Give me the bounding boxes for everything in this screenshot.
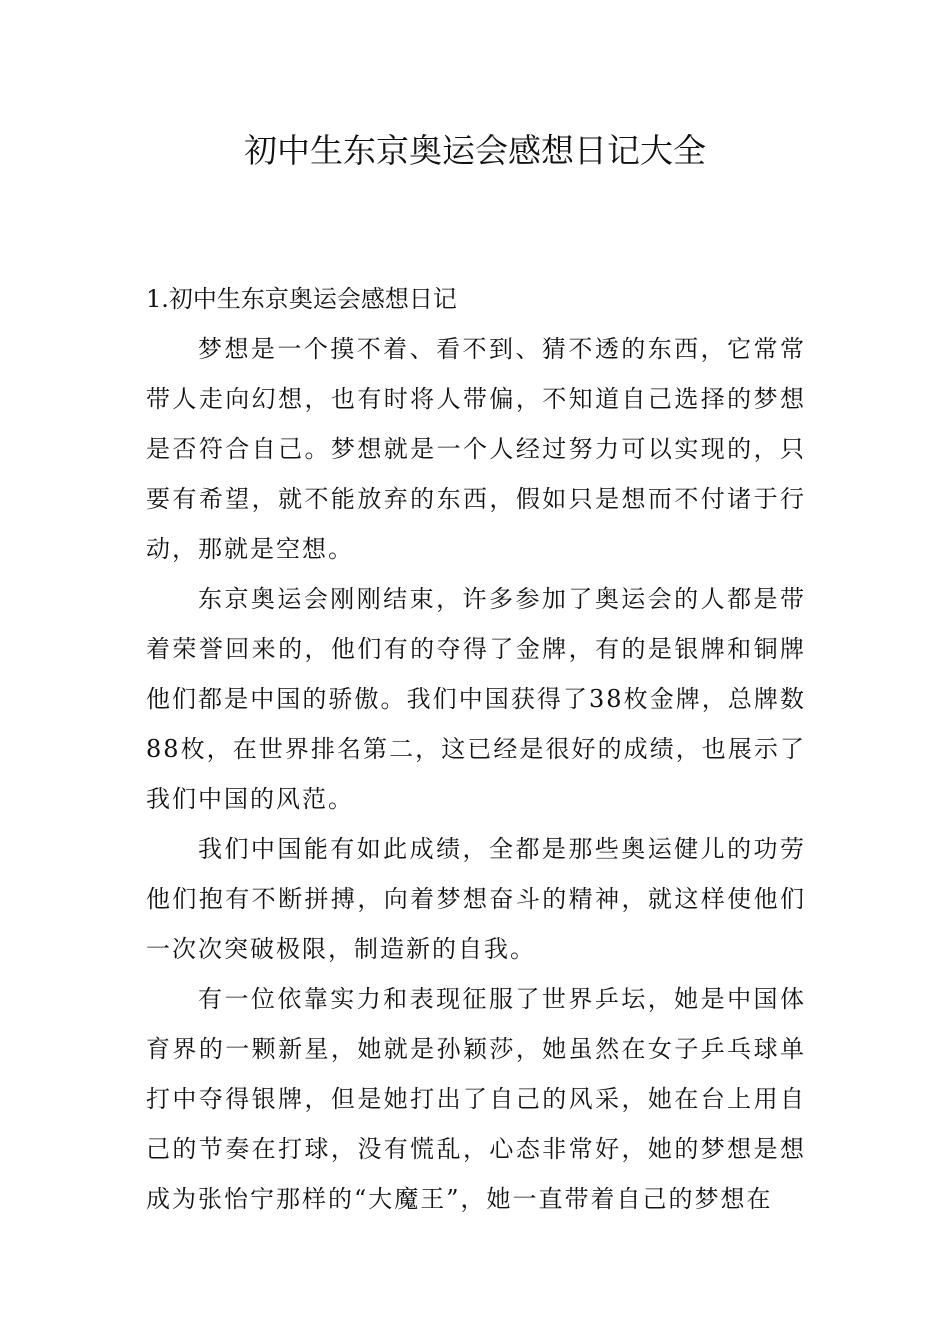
paragraph: 东京奥运会刚刚结束，许多参加了奥运会的人都是带着荣誉回来的，他们有的夺得了金牌，有的是银牌和铜牌他们都是中国的骄傲。我们中国获得了38枚金牌，总牌数88枚，在世界排名第二，这已经是很好的成绩，也展示了我们中国的风范。 — [146, 585, 806, 813]
paragraph: 我们中国能有如此成绩，全都是那些奥运健儿的功劳他们抱有不断拼搏，向着梦想奋斗的精神，就这样使他们一次次突破极限，制造新的自我。 — [146, 835, 806, 963]
document-body — [146, 274, 806, 1224]
paragraph: 梦想是一个摸不着、看不到、猜不透的东西，它常常带人走向幻想，也有时将人带偏，不知道自己选择的梦想是否符合自己。梦想就是一个人经过努力可以实现的，只要有希望，就不能放弃的东西，假如只是想而不付诸于行动，那就是空想。 — [146, 335, 806, 563]
paragraph: 有一位依靠实力和表现征服了世界乒坛，她是中国体育界的一颗新星，她就是孙颖莎，她虽然在女子乒乓球单打中夺得银牌，但是她打出了自己的风采，她在台上用自己的节奏在打球，没有慌乱，心态非常好，她的梦想是想成为张怡宁那样的“大魔王”，她一直带着自己的梦想在 — [146, 985, 806, 1213]
page-title: 初中生东京奥运会感想日记大全 — [244, 131, 706, 170]
section-heading: 1.初中生东京奥运会感想日记 — [146, 285, 457, 313]
